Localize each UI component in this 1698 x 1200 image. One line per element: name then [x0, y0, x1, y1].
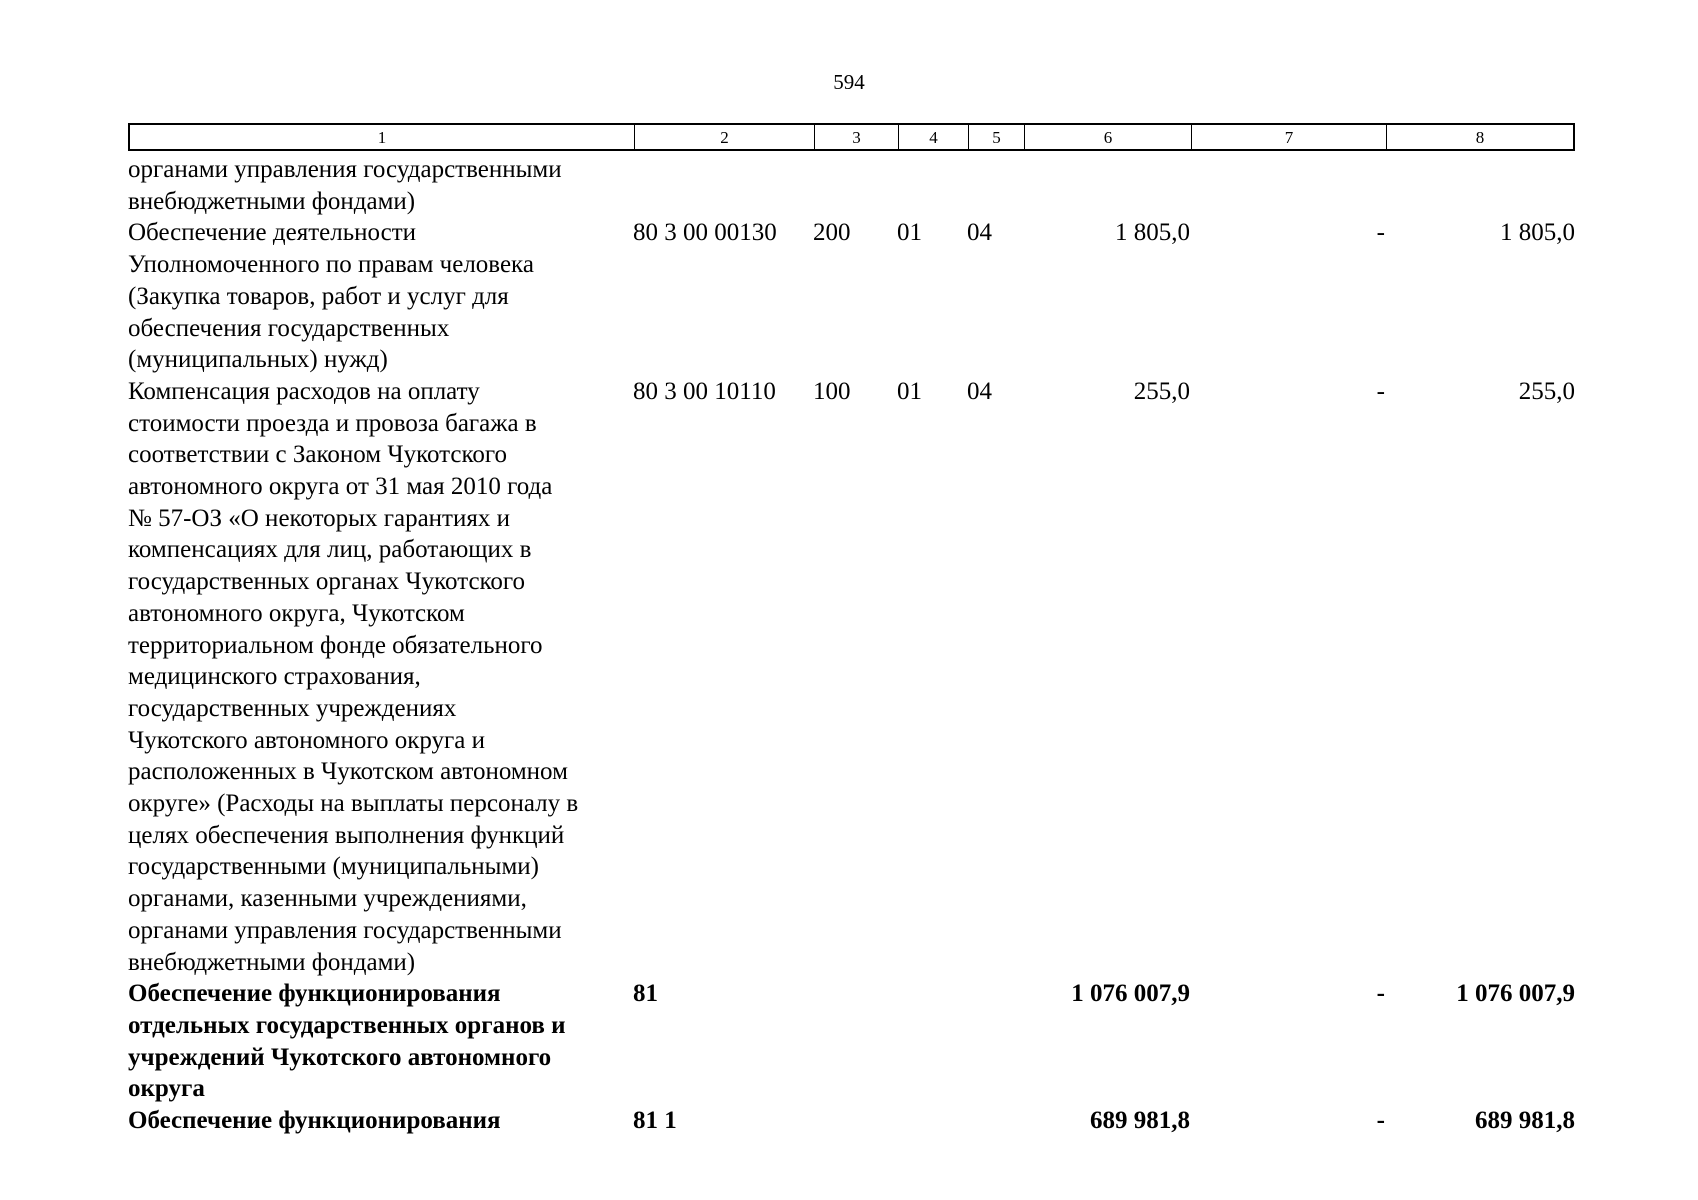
description-line: Чукотского автономного округа и [128, 726, 486, 754]
page-number: 594 [833, 70, 865, 94]
row-description [128, 154, 633, 217]
description-line: медицинского страхования, [128, 663, 421, 691]
row-section [897, 1105, 967, 1137]
row-code: 81 1 [633, 1107, 677, 1135]
row-sum [1023, 154, 1190, 217]
row-section [897, 154, 967, 217]
description-line: государственными (муниципальными) [128, 853, 539, 881]
row-sum: 1 076 007,9 [1071, 980, 1190, 1008]
row-expense-type [813, 978, 897, 1105]
description-line: целях обеспечения выполнения функций [128, 821, 565, 849]
description-line: (муниципальных) нужд) [128, 346, 388, 374]
description-line: Обеспечение функционирования [128, 1107, 501, 1135]
row-section [897, 978, 967, 1105]
description-line: внебюджетными фондами) [128, 187, 416, 215]
row-description [128, 217, 633, 376]
row-change: - [1376, 1107, 1385, 1135]
row-total: 255,0 [1518, 377, 1575, 405]
table-row [128, 1105, 1575, 1137]
row-expense-type: 100 [813, 377, 851, 405]
table-header [128, 123, 1575, 151]
row-total: 1 076 007,9 [1456, 980, 1575, 1008]
row-change: - [1376, 219, 1385, 247]
header-col-1: 1 [130, 125, 635, 149]
row-section: 01 [897, 377, 922, 405]
row-section: 01 [897, 219, 922, 247]
description-line: № 57-ОЗ «О некоторых гарантиях и [128, 504, 510, 532]
description-line: автономного округа от 31 мая 2010 года [128, 473, 553, 501]
description-line: (Закупка товаров, работ и услуг для [128, 282, 509, 310]
description-line: государственных органах Чукотского [128, 568, 526, 596]
row-description [128, 1105, 633, 1137]
row-code: 80 3 00 10110 [633, 377, 776, 405]
table-row [128, 376, 1575, 978]
row-subsection: 04 [967, 219, 992, 247]
description-line: Уполномоченного по правам человека [128, 251, 534, 279]
row-expense-type: 200 [813, 219, 851, 247]
row-code: 81 [633, 980, 658, 1008]
description-line: обеспечения государственных [128, 314, 450, 342]
row-subsection: 04 [967, 377, 992, 405]
row-description [128, 376, 633, 978]
header-col-6: 6 [1025, 125, 1192, 149]
description-line: внебюджетными фондами) [128, 948, 416, 976]
table-body [128, 154, 1575, 1137]
row-code: 80 3 00 00130 [633, 219, 777, 247]
row-sum: 689 981,8 [1090, 1107, 1190, 1135]
description-line: соответствии с Законом Чукотского [128, 441, 507, 469]
description-line: Обеспечение функционирования [128, 980, 501, 1008]
row-change [1190, 154, 1385, 217]
header-col-2: 2 [635, 125, 815, 149]
description-line: органами управления государственными [128, 156, 562, 183]
table-row [128, 978, 1575, 1105]
description-line: округе» (Расходы на выплаты персоналу в [128, 790, 579, 818]
row-total [1385, 154, 1575, 217]
row-total: 1 805,0 [1500, 219, 1575, 247]
row-subsection [967, 154, 1023, 217]
row-change: - [1376, 980, 1385, 1008]
row-sum: 1 805,0 [1115, 219, 1190, 247]
description-line: Обеспечение деятельности [128, 219, 417, 247]
description-line: автономного округа, Чукотском [128, 599, 465, 627]
header-col-8: 8 [1475, 128, 1485, 147]
table-row [128, 154, 1575, 217]
row-code [633, 154, 813, 217]
description-line: территориальном фонде обязательного [128, 631, 543, 659]
description-line: государственных учреждениях [128, 694, 457, 722]
row-change: - [1376, 377, 1385, 405]
header-col-3: 3 [815, 125, 899, 149]
description-line: округа [128, 1075, 205, 1103]
row-subsection [967, 1105, 1023, 1137]
description-line: Компенсация расходов на оплату [128, 377, 480, 405]
row-sum: 255,0 [1133, 377, 1190, 405]
header-col-7: 7 [1192, 125, 1387, 149]
description-line: расположенных в Чукотском автономном [128, 758, 568, 786]
header-col-5: 5 [969, 125, 1025, 149]
row-expense-type [813, 1105, 897, 1137]
row-description [128, 978, 633, 1105]
description-line: компенсациях для лиц, работающих в [128, 536, 532, 564]
table-row [128, 217, 1575, 376]
description-line: учреждений Чукотского автономного [128, 1043, 552, 1071]
description-line: отдельных государственных органов и [128, 1011, 566, 1039]
description-line: стоимости проезда и провоза багажа в [128, 409, 537, 437]
row-subsection [967, 978, 1023, 1105]
description-line: органами управления государственными [128, 916, 562, 944]
description-line: органами, казенными учреждениями, [128, 885, 527, 913]
row-total: 689 981,8 [1475, 1107, 1575, 1135]
row-expense-type [813, 154, 897, 217]
header-col-4: 4 [899, 125, 969, 149]
